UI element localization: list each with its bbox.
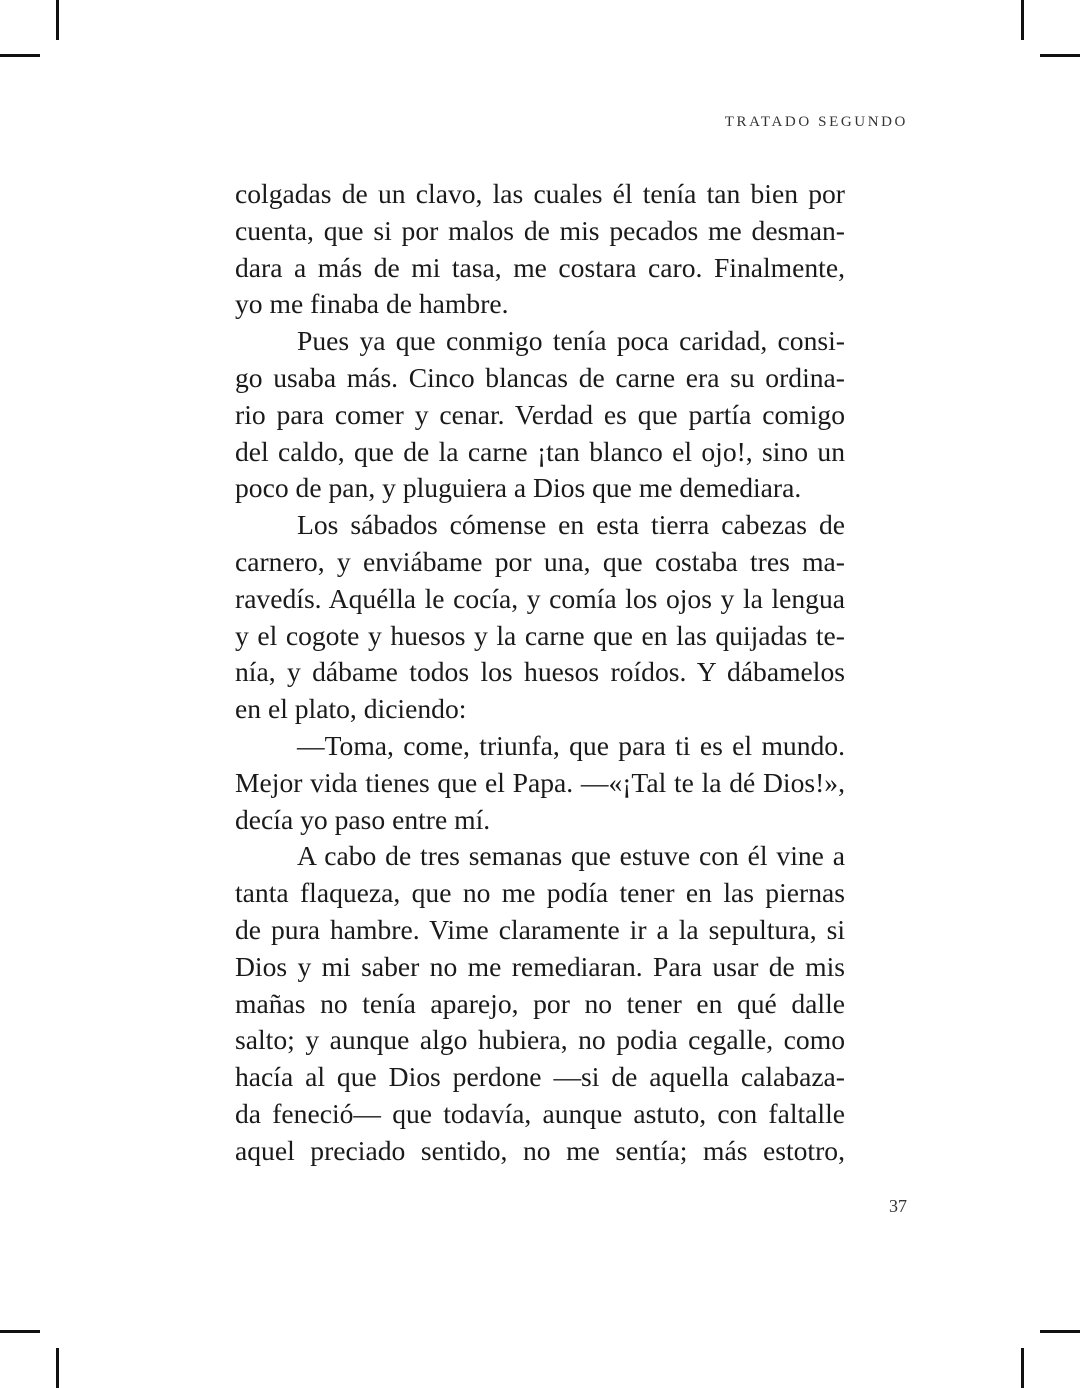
text-line: da feneció— que todavía, aunque astuto, con faltalle xyxy=(235,1097,845,1129)
text-line: Mejor vida tienes que el Papa. —«¡Tal te la dé Dios!», xyxy=(235,766,845,798)
text-line: aquel preciado sentido, no me sentía; más estotro, xyxy=(235,1134,845,1166)
running-head: TRATADO SEGUNDO xyxy=(724,114,908,130)
text-line: Pues ya que conmigo tenía poca caridad, consi- xyxy=(297,325,845,357)
text-line: del caldo, que de la carne ¡tan blanco el ojo!, sino un xyxy=(235,435,845,467)
page-number: 37 xyxy=(889,1196,907,1216)
text-line: en el plato, diciendo: xyxy=(235,693,467,725)
text-line: mañas no tenía aparejo, por no tener en qué dalle xyxy=(235,987,845,1019)
text-line: cuenta, que si por malos de mis pecados me desman- xyxy=(235,214,845,246)
text-line: A cabo de tres semanas que estuve con él vine a xyxy=(297,840,845,872)
crop-mark-top-right-horizontal xyxy=(1040,54,1080,57)
crop-mark-bottom-right-vertical xyxy=(1021,1348,1024,1388)
text-line: salto; y aunque algo hubiera, no podia cegalle, como xyxy=(235,1024,845,1056)
text-line: decía yo paso entre mí. xyxy=(235,803,491,835)
text-line: yo me finaba de hambre. xyxy=(235,288,509,320)
text-line: ravedís. Aquélla le cocía, y comía los ojos y la lengua xyxy=(235,582,845,614)
text-line: dara a más de mi tasa, me costara caro. Finalmente, xyxy=(235,251,845,283)
body-text xyxy=(235,176,845,1170)
text-line: poco de pan, y pluguiera a Dios que me demediara. xyxy=(235,472,802,504)
crop-mark-top-left-vertical xyxy=(56,0,59,40)
text-line: de pura hambre. Vime claramente ir a la sepultura, si xyxy=(235,913,845,945)
text-line: Los sábados cómense en esta tierra cabezas de xyxy=(297,509,845,541)
text-line: tanta flaqueza, que no me podía tener en las piernas xyxy=(235,877,845,909)
text-line: —Toma, come, triunfa, que para ti es el mundo. xyxy=(297,729,845,761)
text-line: hacía al que Dios perdone —si de aquella calabaza- xyxy=(235,1061,845,1093)
crop-mark-bottom-left-vertical xyxy=(56,1348,59,1388)
text-line: colgadas de un clavo, las cuales él tenía tan bien por xyxy=(235,178,845,209)
text-line: Dios y mi saber no me remediaran. Para usar de mis xyxy=(235,950,845,982)
crop-mark-bottom-left-horizontal xyxy=(0,1330,40,1333)
text-line: carnero, y enviábame por una, que costaba tres ma- xyxy=(235,545,845,577)
text-line: y el cogote y huesos y la carne que en las quijadas te- xyxy=(235,619,845,651)
text-line: rio para comer y cenar. Verdad es que partía comigo xyxy=(235,398,845,430)
text-line: nía, y dábame todos los huesos roídos. Y dábamelos xyxy=(235,656,845,688)
crop-mark-top-right-vertical xyxy=(1021,0,1024,40)
crop-mark-bottom-right-horizontal xyxy=(1040,1330,1080,1333)
crop-mark-top-left-horizontal xyxy=(0,54,40,57)
text-line: go usaba más. Cinco blancas de carne era su ordina- xyxy=(235,361,845,393)
